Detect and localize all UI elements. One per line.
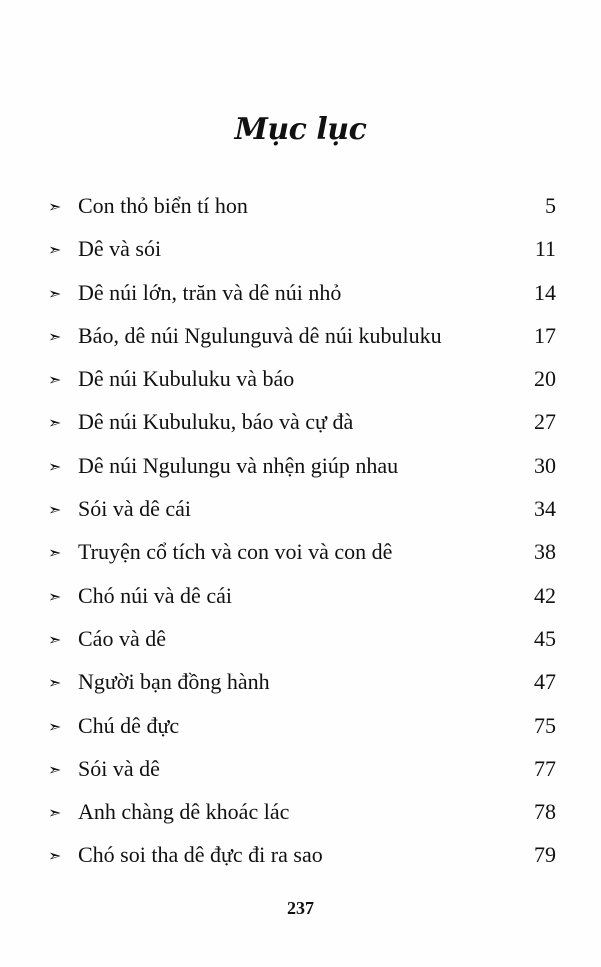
toc-entry (48, 323, 556, 366)
toc-entry-page: 20 (534, 366, 556, 392)
toc-entry-title: Chú dê đực (78, 712, 180, 738)
arrow-bullet-icon: ➣ (48, 197, 62, 216)
toc-entry (48, 539, 556, 582)
arrow-bullet-icon: ➣ (48, 759, 62, 779)
toc-entry-page: 79 (534, 842, 556, 868)
toc-entry-title: Sói và dê cái (78, 496, 192, 522)
toc-entry-page: 42 (534, 582, 556, 608)
toc-entry (48, 756, 556, 799)
toc-entry (48, 193, 556, 236)
arrow-bullet-icon: ➣ (48, 629, 62, 649)
arrow-bullet-icon: ➣ (48, 500, 62, 520)
toc-entry-title: Báo, dê núi Ngulunguvà dê núi kubuluku (78, 322, 442, 348)
arrow-bullet-icon: ➣ (48, 370, 62, 390)
arrow-bullet-icon: ➣ (48, 716, 62, 736)
arrow-bullet-icon: ➣ (48, 803, 62, 823)
toc-entry-title: Anh chàng dê khoác lác (78, 799, 290, 825)
arrow-bullet-icon: ➣ (48, 240, 62, 260)
arrow-bullet-icon: ➣ (48, 456, 62, 476)
toc-entry (48, 409, 556, 452)
toc-entry-title: Dê núi Ngulungu và nhện giúp nhau (78, 452, 399, 478)
toc-entry (48, 713, 556, 756)
toc-entry-title: Chó soi tha dê đực đi ra sao (78, 842, 323, 868)
toc-entry (48, 669, 556, 712)
toc-entry (48, 626, 556, 669)
toc-entry-page: 38 (534, 539, 556, 565)
toc-entry (48, 236, 556, 279)
toc-entry-page: 75 (534, 712, 556, 738)
toc-entry-title: Sói và dê (78, 755, 160, 781)
toc-entry-title: Dê núi lớn, trăn và dê núi nhỏ (78, 279, 342, 305)
arrow-bullet-icon: ➣ (48, 586, 62, 606)
toc-entry-page: 5 (545, 193, 556, 218)
table-of-contents (48, 193, 556, 886)
arrow-bullet-icon: ➣ (48, 846, 62, 866)
arrow-bullet-icon: ➣ (48, 543, 62, 563)
toc-entry (48, 366, 556, 409)
page-title: Mục lục (234, 112, 367, 147)
toc-entry-page: 77 (534, 755, 556, 781)
toc-entry-title: Người bạn đồng hành (78, 669, 270, 695)
toc-entry-title: Dê núi Kubuluku và báo (78, 366, 295, 392)
arrow-bullet-icon: ➣ (48, 283, 62, 303)
toc-entry-page: 14 (534, 279, 556, 305)
toc-entry-page: 45 (534, 625, 556, 651)
toc-entry-page: 78 (534, 799, 556, 825)
arrow-bullet-icon: ➣ (48, 673, 62, 693)
toc-entry-title: Cáo và dê (78, 625, 166, 651)
toc-entry-page: 27 (534, 409, 556, 435)
toc-entry (48, 453, 556, 496)
toc-entry-page: 47 (534, 669, 556, 695)
toc-entry-title: Dê núi Kubuluku, báo và cự đà (78, 409, 354, 435)
toc-entry (48, 583, 556, 626)
page-number: 237 (287, 898, 314, 918)
toc-entry (48, 799, 556, 842)
toc-entry-title: Dê và sói (78, 236, 162, 262)
toc-entry-title: Chó núi và dê cái (78, 582, 232, 608)
arrow-bullet-icon: ➣ (48, 326, 62, 346)
toc-entry (48, 280, 556, 323)
toc-entry-title: Truyện cổ tích và con voi và con dê (78, 539, 393, 565)
arrow-bullet-icon: ➣ (48, 413, 62, 433)
toc-entry (48, 496, 556, 539)
toc-entry-page: 34 (534, 496, 556, 522)
toc-entry-page: 17 (534, 322, 556, 348)
toc-entry-page: 11 (534, 236, 556, 262)
toc-entry-page: 30 (534, 452, 556, 478)
toc-entry (48, 842, 556, 885)
toc-entry-title: Con thỏ biển tí hon (78, 193, 248, 218)
